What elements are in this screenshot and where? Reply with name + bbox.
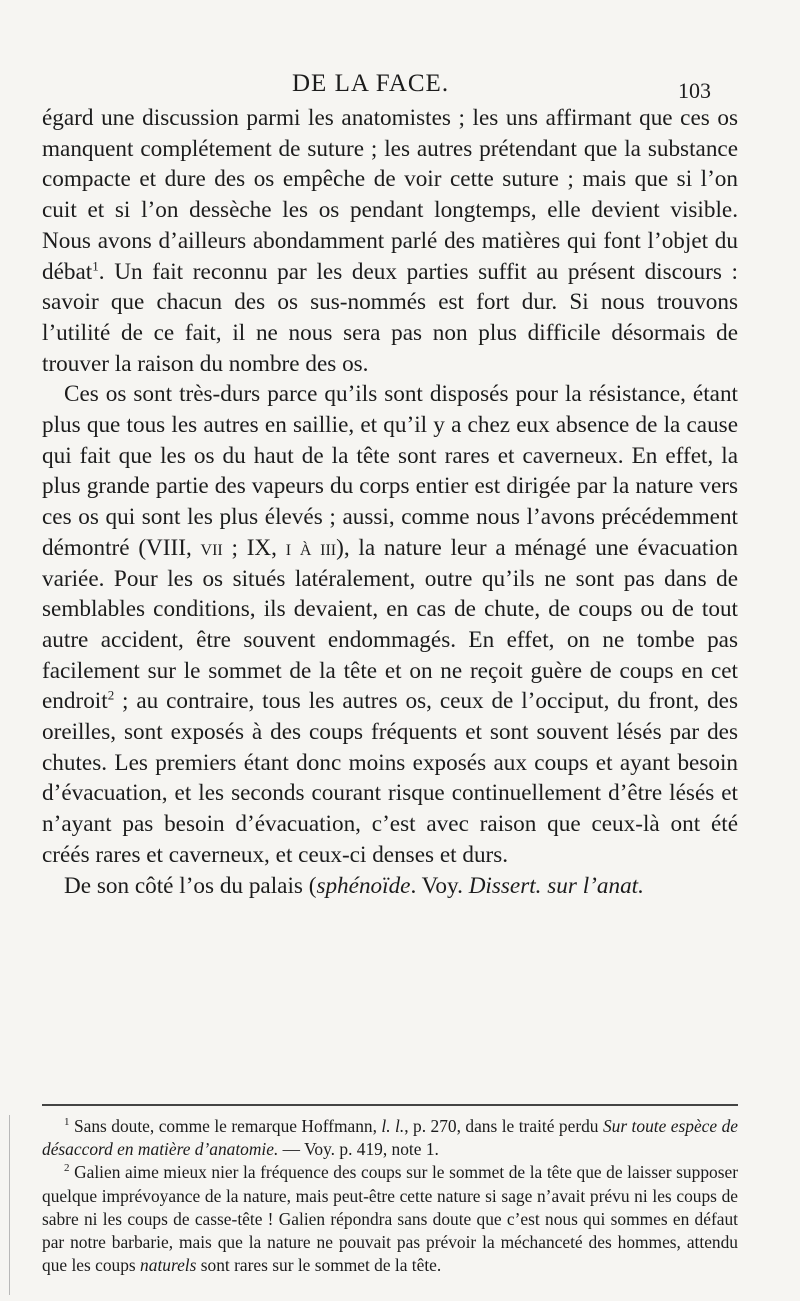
paragraph-3-italic-2: Dissert. sur l’anat. — [468, 872, 644, 899]
paragraph-1 — [42, 103, 738, 379]
running-title: DE LA FACE. — [292, 70, 450, 97]
paragraph-2 — [42, 379, 738, 870]
footnote-1 — [42, 1115, 738, 1161]
footnote-separator — [42, 1104, 738, 1106]
binding-edge-line — [9, 1115, 10, 1295]
footnotes — [42, 1115, 738, 1277]
footnote-2-italic-1: naturels — [140, 1255, 197, 1276]
paragraph-3-text-b: . Voy. — [410, 872, 469, 899]
footnote-2-mark: 2 — [64, 1162, 70, 1175]
paragraph-3-text-a: De son côté l’os du palais ( — [64, 872, 317, 899]
paragraph-3-italic-1: sphénoïde — [316, 872, 411, 899]
footnote-2-text-b: sont rares sur le sommet de la tête. — [196, 1255, 442, 1276]
paragraph-3 — [42, 871, 738, 902]
book-reference-2: i à iii — [285, 534, 337, 561]
paragraph-1-text-b: . Un fait reconnu par les deux parties suffit au présent discours : savoir que chacun des os sus-nommés est fort dur. Si nous trouvons l’utilité de ce fait, il ne nous sera pas non plus difficile désormais de trouver la raison du nombre des os. — [42, 258, 738, 377]
paragraph-2-text-a: Ces os sont très-durs parce qu’ils sont disposés pour la résistance, étant plus que tous les autres en saillie, et qu’il y a chez eux absence de la cause qui fait que les os du haut de la tête sont rares et caverneux. En effet, la plus grande partie des vapeurs du corps entier est dirigée par la nature vers ces os qui sont les plus élevés ; aussi, comme nous l’avons précédemment démontré (VIII, — [42, 381, 738, 561]
footnote-1-italic-2: Sur toute espèce de désaccord en matière d’anatomie. — [42, 1116, 738, 1160]
footnote-1-text-a: Sans doute, comme le remarque Hoffmann, — [69, 1116, 382, 1136]
paragraph-1-text-a: égard une discussion parmi les anatomistes ; les uns affirmant que ces os manquent complétement de suture ; les autres prétendant que la substance compacte et dure des os empêche de voir cette suture ; mais que si l’on cuit et si l’on dessèche les os pendant longtemps, elle devient visible. Nous avons d’ailleurs abondamment parlé des matières qui font l’objet du débat — [42, 105, 738, 285]
page-number: 103 — [678, 78, 711, 103]
footnote-1-text-b: , p. 270, dans le traité perdu — [404, 1116, 603, 1136]
book-reference-1: vii — [200, 534, 223, 561]
footnote-2-text-a: Galien aime mieux nier la fréquence des coups sur le sommet de la tête que de laisser supposer quelque imprévoyance de la nature, mais peut-être cette nature si sage n’avait prévu ni les coups de sabre ni les coups de casse-tête ! Galien répondra sans doute que c’est nous qui sommes en défaut par notre barbarie, mais que la nature ne pouvait pas prévoir la méchanceté des hommes, attendu que les coups — [42, 1162, 738, 1276]
paragraph-2-text-d: ; au contraire, tous les autres os, ceux de l’occiput, du front, des oreilles, sont exposés à des coups fréquents et sont souvent lésés par des chutes. Les premiers étant donc moins exposés aux coups et ayant besoin d’évacuation, et les seconds courant risque continuellement d’être lésés et n’ayant pas besoin d’évacuation, c’est avec raison que ceux-là ont été créés rares et caverneux, et ceux-ci denses et durs. — [42, 688, 738, 868]
footnote-ref-2: 2 — [107, 687, 115, 703]
footnote-ref-1: 1 — [92, 257, 99, 273]
footnote-1-mark: 1 — [64, 1116, 70, 1129]
body-text — [42, 103, 738, 901]
footnote-1-italic-1: l. l. — [381, 1116, 405, 1136]
footnote-1-text-c: — Voy. p. 419, note 1. — [278, 1139, 439, 1160]
running-head — [0, 70, 800, 106]
paragraph-2-text-c: ), la nature leur a ménagé une évacuation variée. Pour les os situés latéralement, outre qu’ils ne sont pas dans de semblables conditions, ils devaient, en cas de chute, de coups ou de tout autre accident, être souvent endommagés. En effet, on ne tombe pas facilement sur le sommet de la tête et on ne reçoit guère de coups en cet endroit — [42, 534, 738, 715]
paragraph-2-text-b: ; IX, — [222, 534, 286, 561]
footnote-2 — [42, 1161, 738, 1277]
